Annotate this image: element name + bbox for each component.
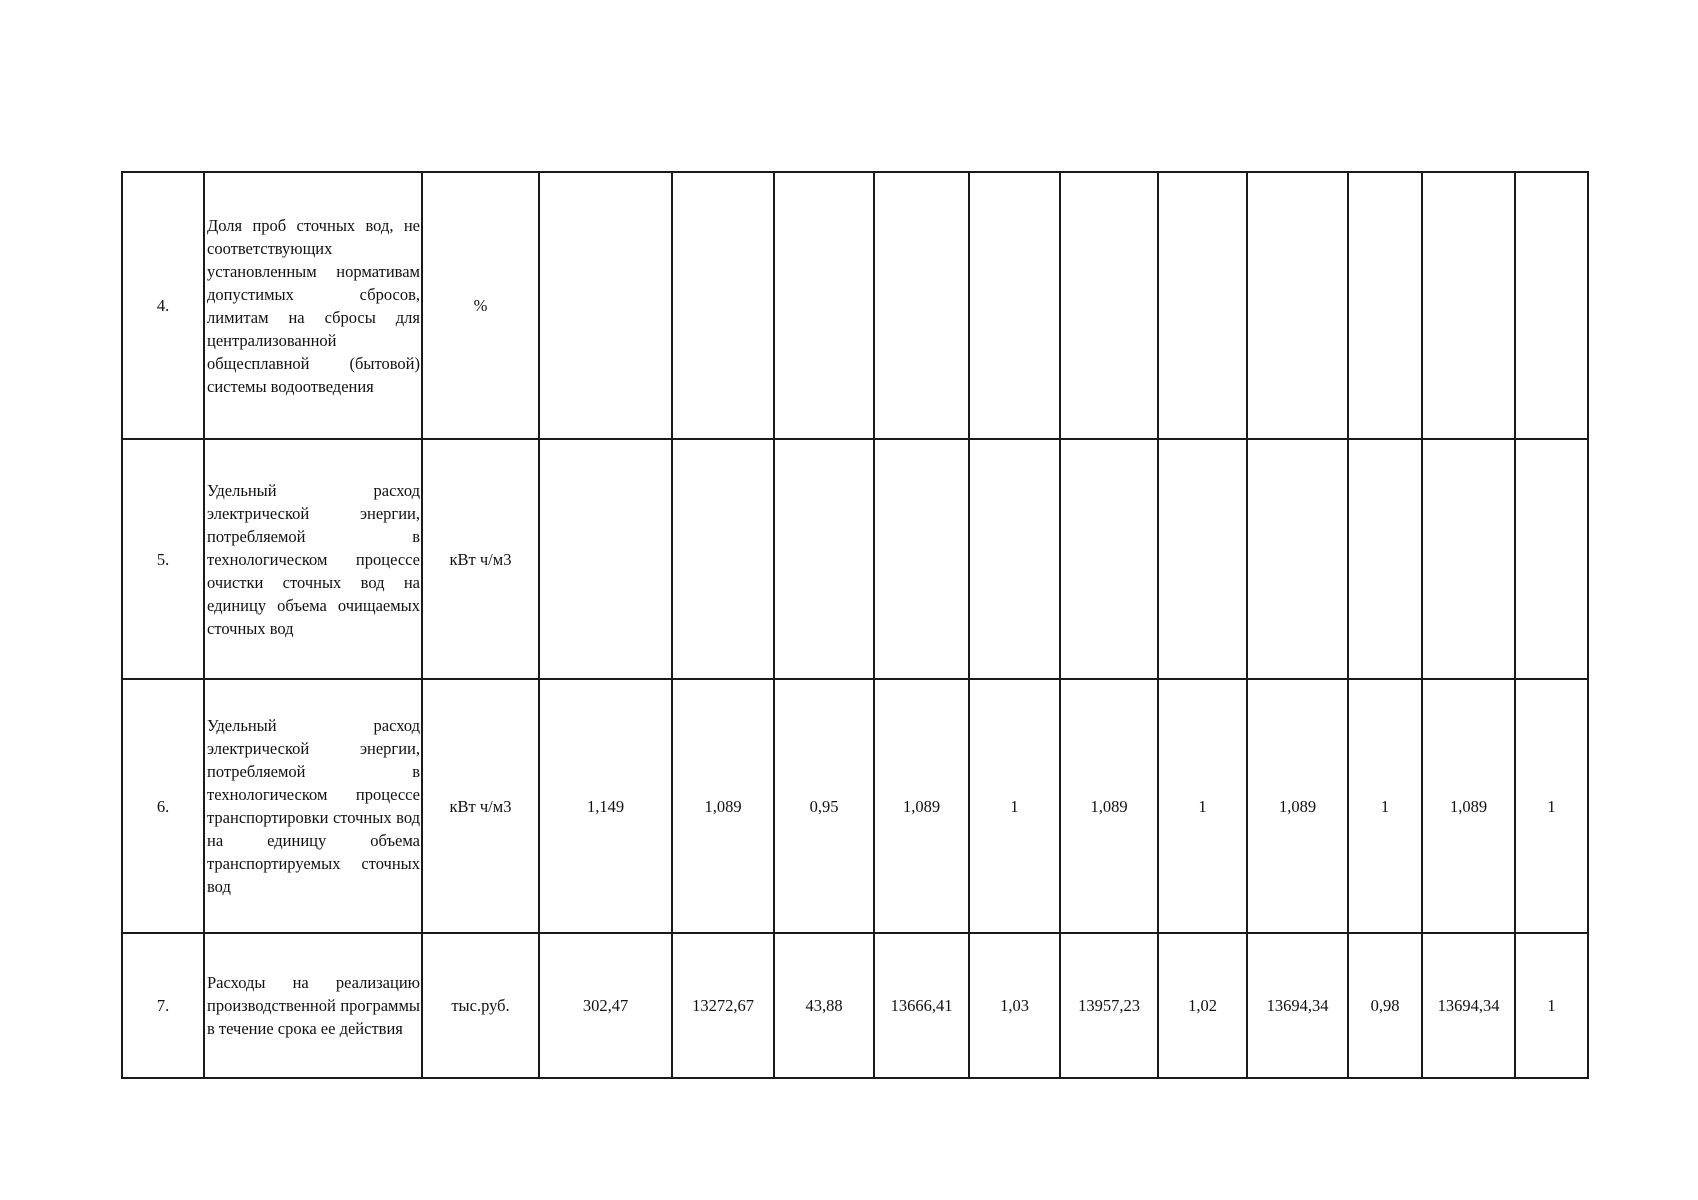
unit-cell: тыс.руб. <box>422 933 539 1078</box>
value-cell: 1,02 <box>1158 933 1247 1078</box>
value-cell <box>1247 439 1348 679</box>
value-cell <box>874 439 969 679</box>
row-number: 6. <box>122 679 204 933</box>
value-cell: 1,089 <box>1422 679 1515 933</box>
value-cell <box>1158 439 1247 679</box>
row-number: 7. <box>122 933 204 1078</box>
value-cell <box>1422 439 1515 679</box>
value-cell <box>539 172 672 439</box>
value-cell <box>672 439 774 679</box>
table-row <box>122 679 1588 933</box>
value-cell: 43,88 <box>774 933 874 1078</box>
value-cell: 1 <box>1348 679 1422 933</box>
value-cell: 1 <box>1515 679 1588 933</box>
value-cell: 1 <box>969 679 1060 933</box>
value-cell <box>672 172 774 439</box>
value-cell: 13694,34 <box>1247 933 1348 1078</box>
indicator-name <box>204 172 422 439</box>
indicators-table <box>121 171 1589 1079</box>
value-cell: 13666,41 <box>874 933 969 1078</box>
value-cell <box>969 439 1060 679</box>
value-cell <box>539 439 672 679</box>
indicator-name-text: Доля проб сточных вод, не соответствующих установленным нормативам допустимых сбросов, лимитам на сбросы для централизованной общесплавной (бытовой) системы водоотведения <box>207 215 420 396</box>
value-cell: 1,089 <box>672 679 774 933</box>
value-cell <box>1158 172 1247 439</box>
indicator-name-text: Удельный расход электрической энергии, потребляемой в технологическом процессе очистки сточных вод на единицу объема очищаемых сточных вод <box>207 480 420 638</box>
table-row <box>122 439 1588 679</box>
value-cell <box>1348 439 1422 679</box>
value-cell <box>874 172 969 439</box>
value-cell: 13694,34 <box>1422 933 1515 1078</box>
indicator-name-text: Удельный расход электрической энергии, потребляемой в технологическом процессе транспортировки сточных вод на единицу объема транспортируемых сточных вод <box>207 716 420 896</box>
value-cell <box>1348 172 1422 439</box>
value-cell <box>1060 172 1158 439</box>
value-cell <box>1422 172 1515 439</box>
unit-cell: кВт ч/м3 <box>422 679 539 933</box>
value-cell <box>1247 172 1348 439</box>
value-cell: 13957,23 <box>1060 933 1158 1078</box>
value-cell <box>969 172 1060 439</box>
value-cell <box>774 172 874 439</box>
row-number: 4. <box>122 172 204 439</box>
indicator-name-text: Расходы на реализацию производственной программы в течение срока ее действия <box>207 973 420 1038</box>
indicator-name <box>204 439 422 679</box>
table-row <box>122 933 1588 1078</box>
value-cell: 1,03 <box>969 933 1060 1078</box>
value-cell: 1,089 <box>874 679 969 933</box>
table-row <box>122 172 1588 439</box>
value-cell <box>1515 172 1588 439</box>
value-cell <box>1060 439 1158 679</box>
value-cell: 1,089 <box>1060 679 1158 933</box>
value-cell: 1,089 <box>1247 679 1348 933</box>
value-cell <box>774 439 874 679</box>
value-cell: 302,47 <box>539 933 672 1078</box>
value-cell: 1 <box>1158 679 1247 933</box>
unit-cell: % <box>422 172 539 439</box>
value-cell: 1,149 <box>539 679 672 933</box>
row-number: 5. <box>122 439 204 679</box>
value-cell: 13272,67 <box>672 933 774 1078</box>
value-cell: 1 <box>1515 933 1588 1078</box>
indicator-name <box>204 933 422 1078</box>
indicator-name <box>204 679 422 933</box>
unit-cell: кВт ч/м3 <box>422 439 539 679</box>
value-cell: 0,95 <box>774 679 874 933</box>
value-cell <box>1515 439 1588 679</box>
value-cell: 0,98 <box>1348 933 1422 1078</box>
